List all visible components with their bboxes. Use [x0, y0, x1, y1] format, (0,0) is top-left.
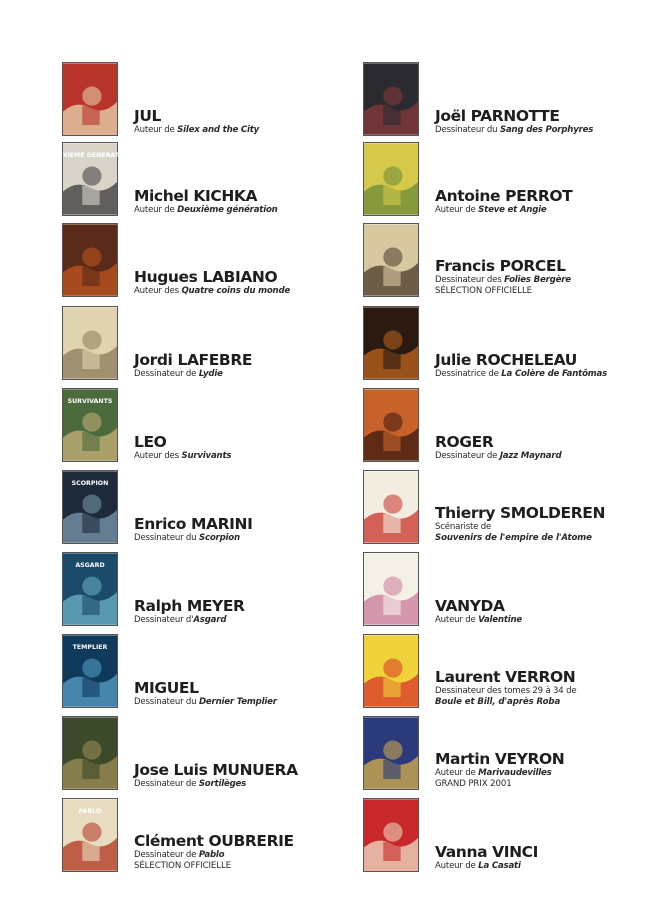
- book-title: La Colère de Fantômas: [501, 369, 608, 379]
- award-label: SÉLECTION OFFICIELLE: [134, 861, 231, 871]
- role-prefix: Dessinateur de: [435, 451, 500, 461]
- author-role: [134, 451, 354, 462]
- book-cover-image: [62, 62, 118, 136]
- author-entry: [62, 716, 352, 792]
- author-text: [435, 669, 655, 708]
- book-title: Valentine: [478, 615, 523, 625]
- book-title: Survivants: [181, 451, 232, 461]
- author-text: [134, 188, 354, 216]
- author-entry: [62, 223, 352, 299]
- author-role: [435, 768, 655, 779]
- role-prefix: Dessinateur d': [134, 615, 194, 625]
- author-name: Clément OUBRERIE: [134, 832, 294, 850]
- cover-title-text: TEMPLIER: [72, 643, 108, 651]
- book-title: Boule et Bill, d'après Roba: [435, 697, 561, 707]
- author-entry: [363, 552, 653, 628]
- role-prefix: Dessinateur du: [134, 533, 199, 543]
- book-title: Quatre coins du monde: [181, 286, 291, 296]
- author-name: Martin VEYRON: [435, 750, 565, 768]
- book-cover-image: [363, 798, 419, 872]
- book-cover-image: [48, 142, 132, 216]
- author-role: [134, 205, 354, 216]
- role-prefix: Dessinateur du: [435, 125, 500, 135]
- role-prefix: Dessinateur de: [134, 369, 199, 379]
- book-title: La Casati: [478, 861, 521, 871]
- author-role: [435, 686, 655, 697]
- author-role: [134, 125, 354, 136]
- author-role: [134, 615, 354, 626]
- author-entry: [363, 223, 653, 299]
- author-name: Laurent VERRON: [435, 668, 576, 686]
- author-name: Jordi LAFEBRE: [134, 351, 253, 369]
- author-role: [134, 286, 354, 297]
- book-cover-image: [363, 634, 419, 708]
- book-title: Folies Bergère: [504, 275, 571, 285]
- author-name: Francis PORCEL: [435, 257, 566, 275]
- author-name: VANYDA: [435, 597, 505, 615]
- author-entry: [363, 634, 653, 710]
- author-name: Antoine PERROT: [435, 187, 573, 205]
- author-role: [435, 275, 655, 286]
- author-entry: [363, 142, 653, 218]
- book-cover-image: [62, 552, 118, 626]
- author-text: [134, 352, 354, 380]
- author-role: [435, 522, 655, 533]
- author-text: [435, 434, 655, 462]
- author-role: [134, 533, 354, 544]
- book-title: Asgard: [193, 615, 227, 625]
- author-entry: [62, 470, 352, 546]
- author-entry: [62, 62, 352, 138]
- cover-title-text: SURVIVANTS: [67, 397, 113, 405]
- author-name: MIGUEL: [134, 679, 199, 697]
- author-name: LEO: [134, 433, 167, 451]
- book-title: Sortilèges: [198, 779, 247, 789]
- book-cover-image: [62, 223, 118, 297]
- book-cover-image: [363, 142, 419, 216]
- book-cover-image: [62, 716, 118, 790]
- book-cover-image: [363, 552, 419, 626]
- book-cover-image: [363, 470, 419, 544]
- role-prefix: Auteur des: [134, 451, 182, 461]
- book-cover-image: [363, 62, 419, 136]
- award-label: SÉLECTION OFFICIELLE: [435, 286, 532, 296]
- author-text: [134, 598, 354, 626]
- role-prefix: Auteur de: [435, 861, 479, 871]
- author-name: Jose Luis MUNUERA: [134, 761, 298, 779]
- book-title: Jazz Maynard: [499, 451, 562, 461]
- author-role: [435, 125, 655, 136]
- book-cover-image: [363, 388, 419, 462]
- role-prefix: Auteur de: [134, 205, 178, 215]
- author-name: ROGER: [435, 433, 494, 451]
- author-entry: [363, 306, 653, 382]
- role-prefix: Dessinateur de: [134, 779, 199, 789]
- author-entry: [62, 634, 352, 710]
- author-name: Vanna VINCI: [435, 843, 539, 861]
- author-text: [134, 108, 354, 136]
- author-role: [435, 615, 655, 626]
- book-title: Steve et Angie: [478, 205, 547, 215]
- author-text: [134, 762, 354, 790]
- author-entry: [48, 142, 352, 218]
- role-prefix: Dessinateur du: [134, 697, 199, 707]
- author-entry: [363, 716, 653, 792]
- author-name: Thierry SMOLDEREN: [435, 504, 606, 522]
- book-title: Dernier Templier: [198, 697, 277, 707]
- role-prefix: Scénariste de: [435, 522, 492, 532]
- book-cover-image: [62, 634, 118, 708]
- author-entry: [363, 470, 653, 546]
- book-cover-image: [363, 716, 419, 790]
- author-text: [435, 844, 655, 872]
- author-entry: [62, 798, 352, 874]
- author-entry: [62, 388, 352, 464]
- book-cover-image: [62, 388, 118, 462]
- book-cover-image: [62, 798, 118, 872]
- book-title: Deuxième génération: [177, 205, 278, 215]
- book-cover-image: [62, 470, 118, 544]
- author-text: [435, 751, 655, 790]
- role-prefix: Dessinateur de: [134, 850, 199, 860]
- author-text: [435, 505, 655, 544]
- author-text: [134, 434, 354, 462]
- book-title: Marivaudevilles: [478, 768, 552, 778]
- author-role: [134, 369, 354, 380]
- role-prefix: Dessinateur des tomes 29 à 34 de: [435, 686, 577, 696]
- author-entry: [62, 552, 352, 628]
- author-name: Enrico MARINI: [134, 515, 253, 533]
- author-name: Julie ROCHELEAU: [435, 351, 577, 369]
- book-title: Silex and the City: [177, 125, 260, 135]
- author-text: [134, 833, 354, 872]
- author-name: Michel KICHKA: [134, 187, 258, 205]
- author-role: [435, 205, 655, 216]
- author-role: [134, 850, 354, 861]
- author-role: [435, 861, 655, 872]
- role-prefix: Auteur de: [134, 125, 178, 135]
- author-text: [435, 108, 655, 136]
- book-title: Sang des Porphyres: [499, 125, 594, 135]
- book-title: Lydie: [198, 369, 223, 379]
- role-prefix: Dessinateur des: [435, 275, 505, 285]
- book-title: Souvenirs de l'empire de l'Atome: [435, 533, 592, 543]
- cover-title-text: DEUXIÈME GÉNÉRATION: [48, 151, 132, 159]
- author-role: [435, 369, 655, 380]
- author-text: [134, 269, 354, 297]
- author-entry: [363, 62, 653, 138]
- role-prefix: Auteur des: [134, 286, 182, 296]
- role-prefix: Auteur de: [435, 205, 479, 215]
- author-role: [134, 697, 354, 708]
- author-text: [435, 352, 655, 380]
- book-cover-image: [363, 223, 419, 297]
- cover-title-text: SCORPION: [71, 479, 109, 487]
- author-name: Hugues LABIANO: [134, 268, 278, 286]
- author-entry: [363, 388, 653, 464]
- author-text: [435, 188, 655, 216]
- author-name: Ralph MEYER: [134, 597, 245, 615]
- author-entry: [62, 306, 352, 382]
- author-role: [134, 779, 354, 790]
- book-title: Scorpion: [198, 533, 240, 543]
- author-text: [134, 680, 354, 708]
- author-text: [435, 598, 655, 626]
- book-title: Pablo: [198, 850, 225, 860]
- cover-title-text: PABLO: [78, 807, 102, 815]
- award-label: GRAND PRIX 2001: [435, 779, 512, 789]
- role-prefix: Auteur de: [435, 768, 479, 778]
- role-prefix: Auteur de: [435, 615, 479, 625]
- author-text: [134, 516, 354, 544]
- author-role: [435, 451, 655, 462]
- author-name: JUL: [134, 107, 162, 125]
- cover-title-text: ASGARD: [75, 561, 105, 569]
- author-name: Joël PARNOTTE: [435, 107, 560, 125]
- book-cover-image: [62, 306, 118, 380]
- author-entry: [363, 798, 653, 874]
- book-cover-image: [363, 306, 419, 380]
- author-text: [435, 258, 655, 297]
- role-prefix: Dessinatrice de: [435, 369, 502, 379]
